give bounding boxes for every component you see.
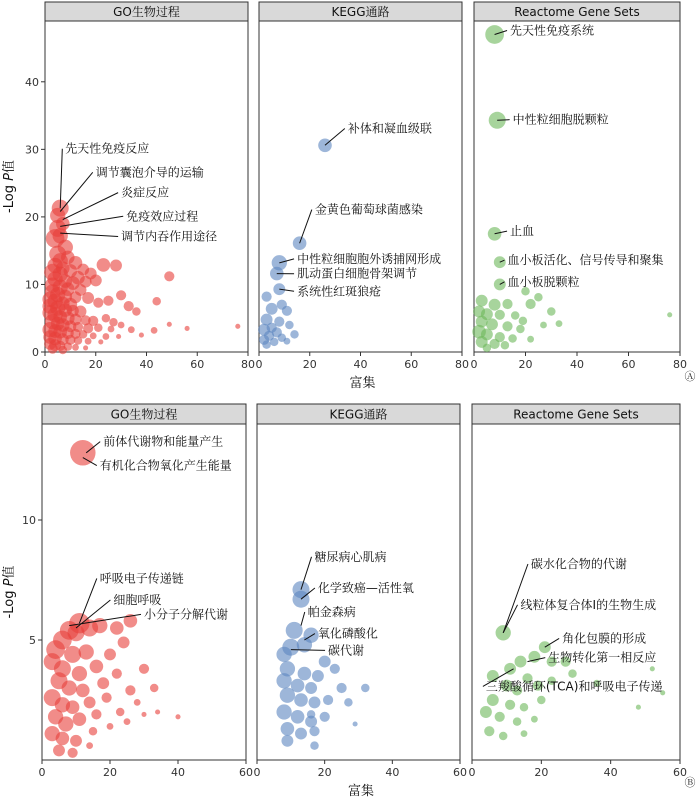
strip-title: GO生物过程 <box>111 407 178 422</box>
data-point <box>266 303 278 315</box>
data-point <box>330 664 340 674</box>
x-tick-label: 20 <box>318 766 332 779</box>
data-point <box>72 666 87 681</box>
data-point <box>91 709 101 719</box>
data-point <box>235 324 240 329</box>
panel-a_go <box>25 2 255 371</box>
y-tick-label: 10 <box>22 514 36 527</box>
data-point <box>108 326 115 333</box>
data-point <box>74 336 83 345</box>
data-point <box>185 326 190 331</box>
data-point <box>276 704 291 719</box>
data-point <box>667 312 672 317</box>
data-point <box>97 258 111 272</box>
x-tick-label: 40 <box>385 766 399 779</box>
x-tick-label: 60 <box>239 766 253 779</box>
data-point <box>66 700 80 714</box>
y-axis-title-italic: P <box>2 578 17 586</box>
data-point <box>556 320 563 327</box>
x-axis-title: 富集 <box>349 375 375 391</box>
data-point <box>508 334 517 343</box>
data-point <box>116 708 125 717</box>
x-tick-label: 20 <box>89 358 103 371</box>
data-point <box>84 696 96 708</box>
x-tick-label: 40 <box>354 358 368 371</box>
x-axis-title: 富集 <box>348 783 374 799</box>
strip-title: Reactome Gene Sets <box>513 408 639 422</box>
data-point <box>361 684 370 693</box>
strip-title: GO生物过程 <box>113 4 180 19</box>
data-point <box>282 306 292 316</box>
data-point <box>125 685 135 695</box>
y-axis-title-prefix: -Log <box>2 586 17 618</box>
figure-1 <box>1 404 696 799</box>
data-point <box>534 293 543 302</box>
data-point <box>85 338 92 345</box>
data-point <box>262 292 272 302</box>
y-tick-label: 40 <box>25 76 39 89</box>
data-point <box>291 710 305 724</box>
data-point <box>286 622 303 639</box>
y-axis-title <box>1 566 17 619</box>
data-point <box>568 669 577 678</box>
plot-frame <box>472 424 680 760</box>
data-point <box>93 298 103 308</box>
data-point <box>298 667 312 681</box>
data-point <box>636 705 641 710</box>
data-point <box>526 299 536 309</box>
data-point <box>167 322 172 327</box>
annotation-label: 系统性红斑狼疮 <box>297 283 381 298</box>
data-point <box>151 327 158 334</box>
data-point <box>290 330 299 339</box>
data-point <box>56 732 70 746</box>
strip-title: KEGG通路 <box>331 5 389 19</box>
data-point <box>124 718 131 725</box>
figure-tag: Ⓐ <box>685 370 696 383</box>
data-point <box>72 344 79 351</box>
data-point <box>285 321 294 330</box>
x-tick-label: 20 <box>534 766 548 779</box>
x-tick-label: 40 <box>570 358 584 371</box>
data-point <box>650 666 655 671</box>
y-tick-label: 30 <box>25 143 39 156</box>
annotation-label: 中性粒细胞胞外诱捕网形成 <box>297 251 441 266</box>
data-point <box>53 744 65 756</box>
x-tick-label: 20 <box>103 766 117 779</box>
annotation-label: 炎症反应 <box>121 185 169 200</box>
y-tick-label: 10 <box>25 278 39 291</box>
data-point <box>90 660 104 674</box>
x-tick-label: 0 <box>39 766 46 779</box>
annotation-label: 调节内吞作用途径 <box>121 229 217 244</box>
data-point <box>540 322 547 329</box>
data-point <box>90 332 97 339</box>
data-point <box>70 440 96 466</box>
x-tick-label: 60 <box>673 766 687 779</box>
data-point <box>487 694 499 706</box>
annotation-label: 角化包膜的形成 <box>562 630 646 645</box>
data-point <box>94 323 103 332</box>
data-point <box>276 673 291 688</box>
data-point <box>495 310 505 320</box>
x-tick-label: 0 <box>471 358 478 371</box>
data-point <box>82 292 94 304</box>
strip-title: Reactome Gene Sets <box>514 5 640 19</box>
data-point <box>499 732 508 741</box>
data-point <box>59 346 68 355</box>
data-point <box>284 338 291 345</box>
data-point <box>344 698 353 707</box>
data-point <box>103 333 110 340</box>
data-point <box>90 274 102 286</box>
x-tick-label: 0 <box>469 766 476 779</box>
data-point <box>103 296 113 306</box>
annotation-label: 线粒体复合体I的生物生成 <box>521 597 657 612</box>
data-point <box>511 311 520 320</box>
panel-a_reactome <box>471 2 688 371</box>
data-point <box>476 295 488 307</box>
data-point <box>502 299 512 309</box>
data-point <box>132 307 141 316</box>
x-tick-label: 60 <box>404 358 418 371</box>
x-tick-label: 40 <box>140 358 154 371</box>
x-tick-label: 80 <box>455 358 469 371</box>
annotation-label: 有机化合物氧化产生能量 <box>100 458 232 473</box>
annotation-label: 金黄色葡萄球菌感染 <box>315 202 423 217</box>
data-point <box>519 317 528 326</box>
data-point <box>505 700 515 710</box>
data-point <box>73 712 87 726</box>
data-point <box>70 735 82 747</box>
data-point <box>68 748 78 758</box>
annotation-label: 帕金森病 <box>308 604 356 619</box>
panel-a_kegg <box>256 2 470 371</box>
data-point <box>488 227 502 241</box>
y-tick-label: 20 <box>25 211 39 224</box>
annotation-label: 止血 <box>510 224 534 238</box>
data-point <box>116 334 121 339</box>
data-point <box>502 321 512 331</box>
data-point <box>513 717 522 726</box>
plot-frame <box>259 21 462 352</box>
data-point <box>155 709 160 714</box>
data-point <box>104 648 116 660</box>
data-point <box>139 664 149 674</box>
data-point <box>102 693 112 703</box>
data-point <box>79 644 94 659</box>
data-point <box>118 636 130 648</box>
x-tick-label: 0 <box>256 358 263 371</box>
data-point <box>480 706 492 718</box>
data-point <box>531 716 538 723</box>
data-point <box>262 340 271 349</box>
data-point <box>521 730 528 737</box>
data-point <box>107 723 114 730</box>
data-point <box>64 646 81 663</box>
annotation-label: 补体和凝血级联 <box>348 120 432 135</box>
annotation-label: 肌动蛋白细胞骨架调节 <box>297 266 417 281</box>
data-point <box>141 712 146 717</box>
panel-b_reactome <box>469 404 688 779</box>
data-point <box>110 260 122 272</box>
data-point <box>134 699 141 706</box>
data-point <box>312 670 324 682</box>
annotation-label: 化学致癌—活性氧 <box>318 580 414 595</box>
data-point <box>83 345 88 350</box>
annotation-label: 糖尿病心肌病 <box>315 549 387 564</box>
y-tick-label: 5 <box>29 634 36 647</box>
data-point <box>309 726 319 736</box>
data-point <box>337 683 347 693</box>
data-point <box>295 728 307 740</box>
annotation-label: 生物转化第一相反应 <box>548 650 656 665</box>
data-point <box>310 741 319 750</box>
annotation-label: 血小板活化、信号传导和聚集 <box>507 252 663 267</box>
x-tick-label: 60 <box>453 766 467 779</box>
data-point <box>547 307 556 316</box>
data-point <box>520 703 529 712</box>
data-point <box>280 688 295 703</box>
figure-0 <box>1 2 696 391</box>
data-point <box>89 727 98 736</box>
data-point <box>68 624 85 641</box>
data-point <box>276 647 291 662</box>
x-tick-label: 0 <box>254 766 261 779</box>
data-point <box>124 301 134 311</box>
data-point <box>98 339 103 344</box>
y-axis-title-suffix: 值 <box>1 160 17 173</box>
data-point <box>309 696 321 708</box>
data-point <box>281 735 293 747</box>
data-point <box>109 318 118 327</box>
data-point <box>319 656 331 668</box>
panel-b_go <box>22 404 253 779</box>
data-point <box>76 684 90 698</box>
annotation-label: 小分子分解代谢 <box>144 606 228 621</box>
data-point <box>128 326 135 333</box>
data-point <box>495 712 505 722</box>
data-point <box>164 271 174 281</box>
data-point <box>139 333 144 338</box>
data-point <box>294 693 308 707</box>
annotation-label: 中性粒细胞脱颗粒 <box>513 112 609 127</box>
x-tick-label: 80 <box>241 358 255 371</box>
data-point <box>48 344 58 354</box>
annotation-label: 碳代谢 <box>328 642 364 657</box>
x-tick-label: 40 <box>604 766 618 779</box>
strip-title: KEGG通路 <box>329 408 387 422</box>
data-point <box>97 677 109 689</box>
annotation-label: 先天性免疫系统 <box>510 23 594 38</box>
data-point <box>110 621 124 635</box>
data-point <box>270 338 279 347</box>
data-point <box>516 325 525 334</box>
data-point <box>152 297 161 306</box>
annotation-label: 前体代谢物和能量产生 <box>103 434 223 449</box>
y-axis-title-italic: P <box>2 173 17 181</box>
data-point <box>353 721 358 726</box>
data-point <box>305 682 317 694</box>
annotation-label: 免疫效应过程 <box>126 208 198 223</box>
y-tick-label: 0 <box>32 346 39 359</box>
data-point <box>537 696 546 705</box>
data-point <box>281 722 295 736</box>
annotation-label: 氧化磷酸化 <box>318 626 378 641</box>
x-tick-label: 60 <box>622 358 636 371</box>
x-tick-label: 0 <box>42 358 49 371</box>
annotation-leader <box>497 120 509 121</box>
data-point <box>483 344 492 353</box>
annotation-label: 三羧酸循环(TCA)和呼吸电子传递 <box>486 678 663 693</box>
figure-tag: Ⓑ <box>685 776 696 789</box>
data-point <box>116 290 126 300</box>
data-point <box>307 710 316 719</box>
data-point <box>118 322 125 329</box>
x-tick-label: 60 <box>190 358 204 371</box>
data-point <box>515 656 527 668</box>
data-point <box>62 680 77 695</box>
x-tick-label: 20 <box>303 358 317 371</box>
data-point <box>86 742 93 749</box>
annotation-label: 调节囊泡介导的运输 <box>96 164 204 179</box>
data-point <box>175 714 180 719</box>
data-point <box>501 341 510 350</box>
y-axis-title-suffix: 值 <box>1 566 17 579</box>
x-tick-label: 20 <box>519 358 533 371</box>
data-point <box>323 695 333 705</box>
annotation-label: 碳水化合物的代谢 <box>531 556 627 571</box>
y-axis-title <box>1 160 17 213</box>
panel-b_kegg <box>254 404 468 779</box>
x-tick-label: 40 <box>171 766 185 779</box>
y-axis-title-prefix: -Log <box>2 181 17 213</box>
data-point <box>489 299 501 311</box>
data-point <box>320 712 330 722</box>
data-point <box>527 336 534 343</box>
data-point <box>58 716 73 731</box>
data-point <box>102 314 111 323</box>
annotation-label: 先天性免疫反应 <box>65 141 149 156</box>
data-point <box>112 669 122 679</box>
annotation-label: 血小板脱颗粒 <box>507 274 579 289</box>
x-tick-label: 80 <box>673 358 687 371</box>
annotation-label: 细胞呼吸 <box>113 593 161 607</box>
data-point <box>484 726 494 736</box>
annotation-label: 呼吸电子传递链 <box>100 570 184 585</box>
data-point <box>150 684 159 693</box>
data-point <box>486 318 498 330</box>
